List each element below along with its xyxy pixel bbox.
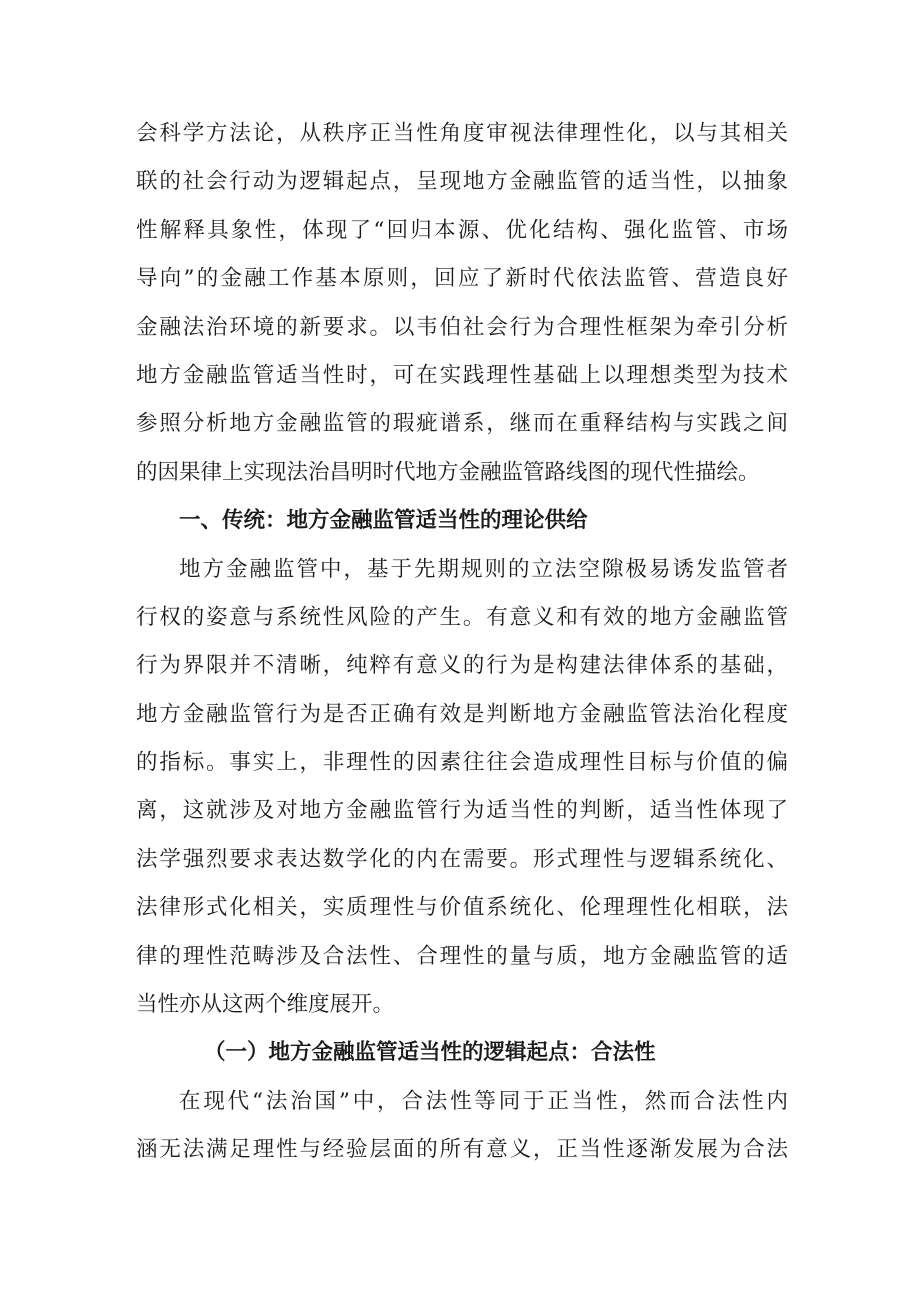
paragraph-line: 涵无法满足理性与经验层面的所有意义，正当性逐渐发展为合法 — [136, 1137, 788, 1163]
document-page — [136, 110, 788, 1175]
paragraph-line: 行权的姿意与系统性风险的产生。有意义和有效的地方金融监管 — [136, 604, 788, 630]
paragraph-line: 地方金融监管行为是否正确有效是判断地方金融监管法治化程度 — [136, 701, 788, 727]
paragraph-line: 的因果律上实现法治昌明时代地方金融监管路线图的现代性描绘。 — [136, 459, 760, 485]
paragraph-line: 律的理性范畴涉及合法性、合理性的量与质，地方金融监管的适 — [136, 943, 788, 969]
section-heading: 一、传统：地方金融监管适当性的理论供给 — [179, 508, 588, 534]
paragraph-line: 离，这就涉及对地方金融监管行为适当性的判断，适当性体现了 — [136, 798, 788, 824]
paragraph-line: 性解释具象性，体现了“回归本源、优化结构、强化监管、市场 — [136, 217, 788, 243]
paragraph-line: 金融法治环境的新要求。以韦伯社会行为合理性框架为牵引分析 — [136, 314, 788, 340]
paragraph-line: 在现代“法治国”中，合法性等同于正当性，然而合法性内 — [179, 1088, 788, 1114]
paragraph-line: 导向”的金融工作基本原则，回应了新时代依法监管、营造良好 — [136, 266, 788, 292]
paragraph-line: 行为界限并不清晰，纯粹有意义的行为是构建法律体系的基础， — [136, 653, 788, 679]
paragraph-line: 参照分析地方金融监管的瑕疵谱系，继而在重释结构与实践之间 — [136, 411, 788, 437]
paragraph-line: 地方金融监管适当性时，可在实践理性基础上以理想类型为技术 — [136, 362, 788, 388]
paragraph-line: 的指标。事实上，非理性的因素往往会造成理性目标与价值的偏 — [136, 750, 788, 776]
paragraph-line: 法学强烈要求表达数学化的内在需要。形式理性与逻辑系统化、 — [136, 846, 788, 872]
paragraph-line: 联的社会行动为逻辑起点，呈现地方金融监管的适当性，以抽象 — [136, 169, 788, 195]
paragraph-line: 地方金融监管中，基于先期规则的立法空隙极易诱发监管者 — [179, 556, 788, 582]
subsection-heading: （一）地方金融监管适当性的逻辑起点：合法性 — [204, 1040, 656, 1066]
paragraph-line: 法律形式化相关，实质理性与价值系统化、伦理理性化相联，法 — [136, 895, 788, 921]
paragraph-line: 会科学方法论，从秩序正当性角度审视法律理性化，以与其相关 — [136, 121, 788, 146]
paragraph-line: 当性亦从这两个维度展开。 — [136, 992, 395, 1018]
